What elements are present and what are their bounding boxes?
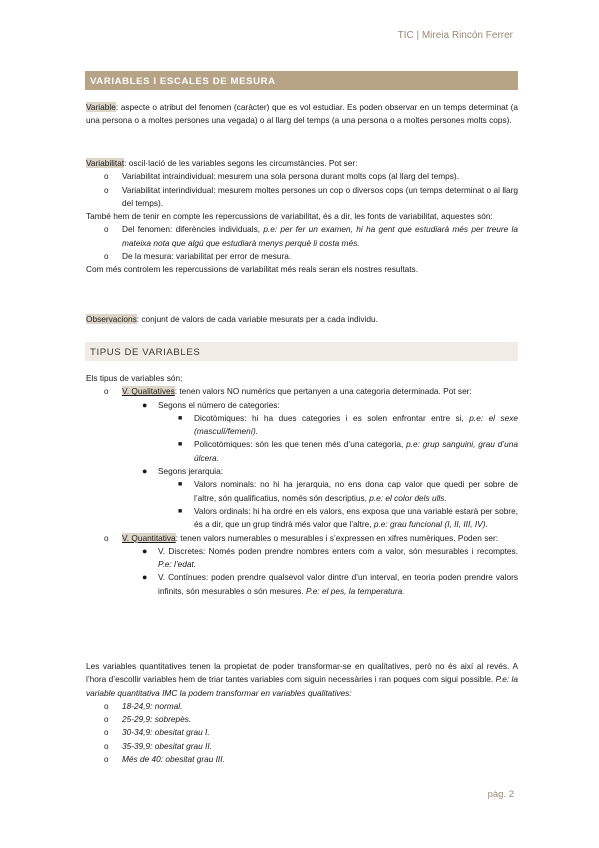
page-number: pàg. 2 — [487, 789, 514, 800]
definition-observacions — [86, 313, 518, 326]
variabilitat-after: També hem de tenir en compte les repercussions de variabilitat, és a dir, les fonts de variabilitat, aquestes són: — [86, 211, 493, 222]
section-title: VARIABLES I ESCALES DE MESURA — [90, 76, 276, 87]
final-paragraph: Les variables quantitatives tenen la propietat de poder transformar-se en qualitatives, però no és així al revés. A l’hora d’escollir variables hem de triar tantes variables com siguin necessàries i ran poques com sigui possible. P.e: la variable quantitativa IMC la podem transformar en variables qualitatives: o 18-24,9: normal. o 25-29,9: sobrepès. o 30-34,9: obesitat grau I. o 35-39,9: obesitat grau II. o Més de 40: obesitat grau III. — [86, 660, 518, 766]
tipus-intro: Els tipus de variables són: — [86, 373, 183, 383]
tipus-list — [86, 385, 518, 598]
list-item: o Més de 40: obesitat grau III. — [104, 754, 225, 765]
list-item: o 25-29,9: sobrepès. — [104, 714, 192, 725]
definition-variable — [86, 101, 518, 128]
observacions-text: : conjunt de valors de cada variable mesurats per a cada individu. — [136, 314, 378, 324]
fonts-list — [86, 223, 518, 263]
list-item: o Del fenomen: diferències individuals, p.e: per fer un examen, hi ha gent que estudiarà més per treure la mateixa nota que algú que estudiarà menys perquè li costa més. — [104, 224, 519, 248]
list-item: o De la mesura: variabilitat per error de mesura. — [104, 251, 292, 262]
list-item: o Variabilitat interindividual: mesurem moltes persones un cop o diversos cops (un temps determinat o al llarg del temps). — [104, 184, 518, 208]
section-title: TIPUS DE VARIABLES — [90, 347, 201, 358]
list-item: ● V. Contínues: poden prendre qualsevol valor dintre d’un interval, en teoria poden prendre valors infinits, són mesurables o són mesures. P.e: el pes, la temperatura. — [142, 572, 518, 596]
list-item: ● V. Discretes: Només poden prendre nombres enters com a valor, són mesurables i recomptes. P.e: l’edat. — [142, 545, 518, 570]
term-observacions: Observacions — [86, 314, 137, 324]
list-item: o 30-34,9: obesitat grau I. — [104, 727, 210, 738]
list-item: o 35-39,9: obesitat grau II. — [104, 740, 212, 751]
list-item: ■ Valors ordinals: hi ha ordre en els valors, ens exposa que una variable estarà per sobre, és a dir, que un grup tindrà més valor que l’altre, p.e: grau funcional (I, II, III, IV). — [178, 505, 518, 530]
list-item: o Variabilitat intraindividual: mesurem una sola persona durant molts cops (al llarg del temps). — [104, 171, 459, 182]
term-variable: Variable — [86, 102, 116, 112]
list-item: ● Segons jerarquia: ■ Valors nominals: no hi ha jerarquia, no ens dona cap valor que quedi per sobre de l’altre, són qualificatius, només són descriptius, p.e: el color dels ulls. ■ Valors ordinals: hi ha ordre en els valors, ens exposa que una variable estarà per sobre, és a dir, que un grup tindrà més valor que l’altre, p.e: grau funcional (I, II, III, IV). — [122, 465, 518, 531]
page-header: TIC | Mireia Rincón Ferrer — [397, 30, 513, 41]
section-heading-variables — [85, 71, 518, 90]
variabilitat-text: : oscil·lació de les variables segons les circumstàncies. Pot ser: — [124, 158, 358, 168]
imc-list — [86, 700, 518, 766]
variabilitat-list — [86, 170, 518, 210]
tipus-content — [86, 372, 518, 598]
term-variabilitat: Variabilitat — [86, 158, 125, 168]
list-item: ■ Dicotòmiques: hi ha dues categories i es solen enfrontar entre si, p.e: el sexe (masculí/femení). — [178, 412, 518, 437]
list-item: ● Segons el número de categories: ■ Dicotòmiques: hi ha dues categories i es solen enfrontar entre si, p.e: el sexe (masculí/femení). ■ Policotòmiques: són les que tenen més d’una categoria, p.e: grup sanguini, grau d’una úlcera. — [122, 399, 518, 465]
variable-text: : aspecte o atribut del fenomen (caràcter) que es vol estudiar. Es poden observar en un temps determinat (a una persona o a moltes persones una vegada) o al llarg del temps (a una persona o a moltes persones molts cops). — [86, 102, 518, 126]
list-item-quantitativa: o V. Quantitativa: tenen valors numerables o mesurables i s’expressen en xifres numèriques. Poden ser: ● V. Discretes: Només poden prendre nombres enters com a valor, són mesurables i recomptes. P.e: l’edat. ● V. Contínues: poden prendre qualsevol valor dintre d’un interval, en teoria poden prendre valors infinits, són mesurables o són mesures. P.e: el pes, la temperatura. — [86, 532, 518, 598]
list-item: ■ Policotòmiques: són les que tenen més d’una categoria, p.e: grup sanguini, grau d’una úlcera. — [178, 439, 518, 463]
list-item: o 18-24,9: normal. — [104, 700, 183, 711]
variabilitat-closing: Com més controlem les repercussions de variabilitat més reals seran els nostres resultats. — [86, 264, 419, 275]
section-heading-tipus — [85, 342, 518, 361]
definition-variabilitat — [86, 157, 518, 277]
list-item: ■ Valors nominals: no hi ha jerarquia, no ens dona cap valor que quedi per sobre de l’altre, són qualificatius, només són descriptius, p.e: el color dels ulls. — [178, 479, 518, 503]
list-item-qualitatives: o V. Qualitatives: tenen valors NO numèrics que pertanyen a una categoria determinada. Pot ser: ● Segons el número de categories: ■ Dicotòmiques: hi ha dues categories i es solen enfrontar entre si, p.e: el sexe (masculí/femení). ■ Policotòmiques: són les que tenen més d’una categoria, p.e: grup sanguini, grau d’una úlcera. ● Segons jerarquia: ■ Valors nominals: no hi ha jerarquia, no ens dona cap valor que quedi per sobre de l’altre, són qualificatius, només són descriptius, p.e: el color dels ulls. ■ Valors ordinals: hi ha ordre en els valors, ens exposa que una variable estarà per sobre, és a dir, que un grup tindrà més valor que l’altre, p.e: grau funcional (I, II, III, IV). — [86, 385, 518, 531]
